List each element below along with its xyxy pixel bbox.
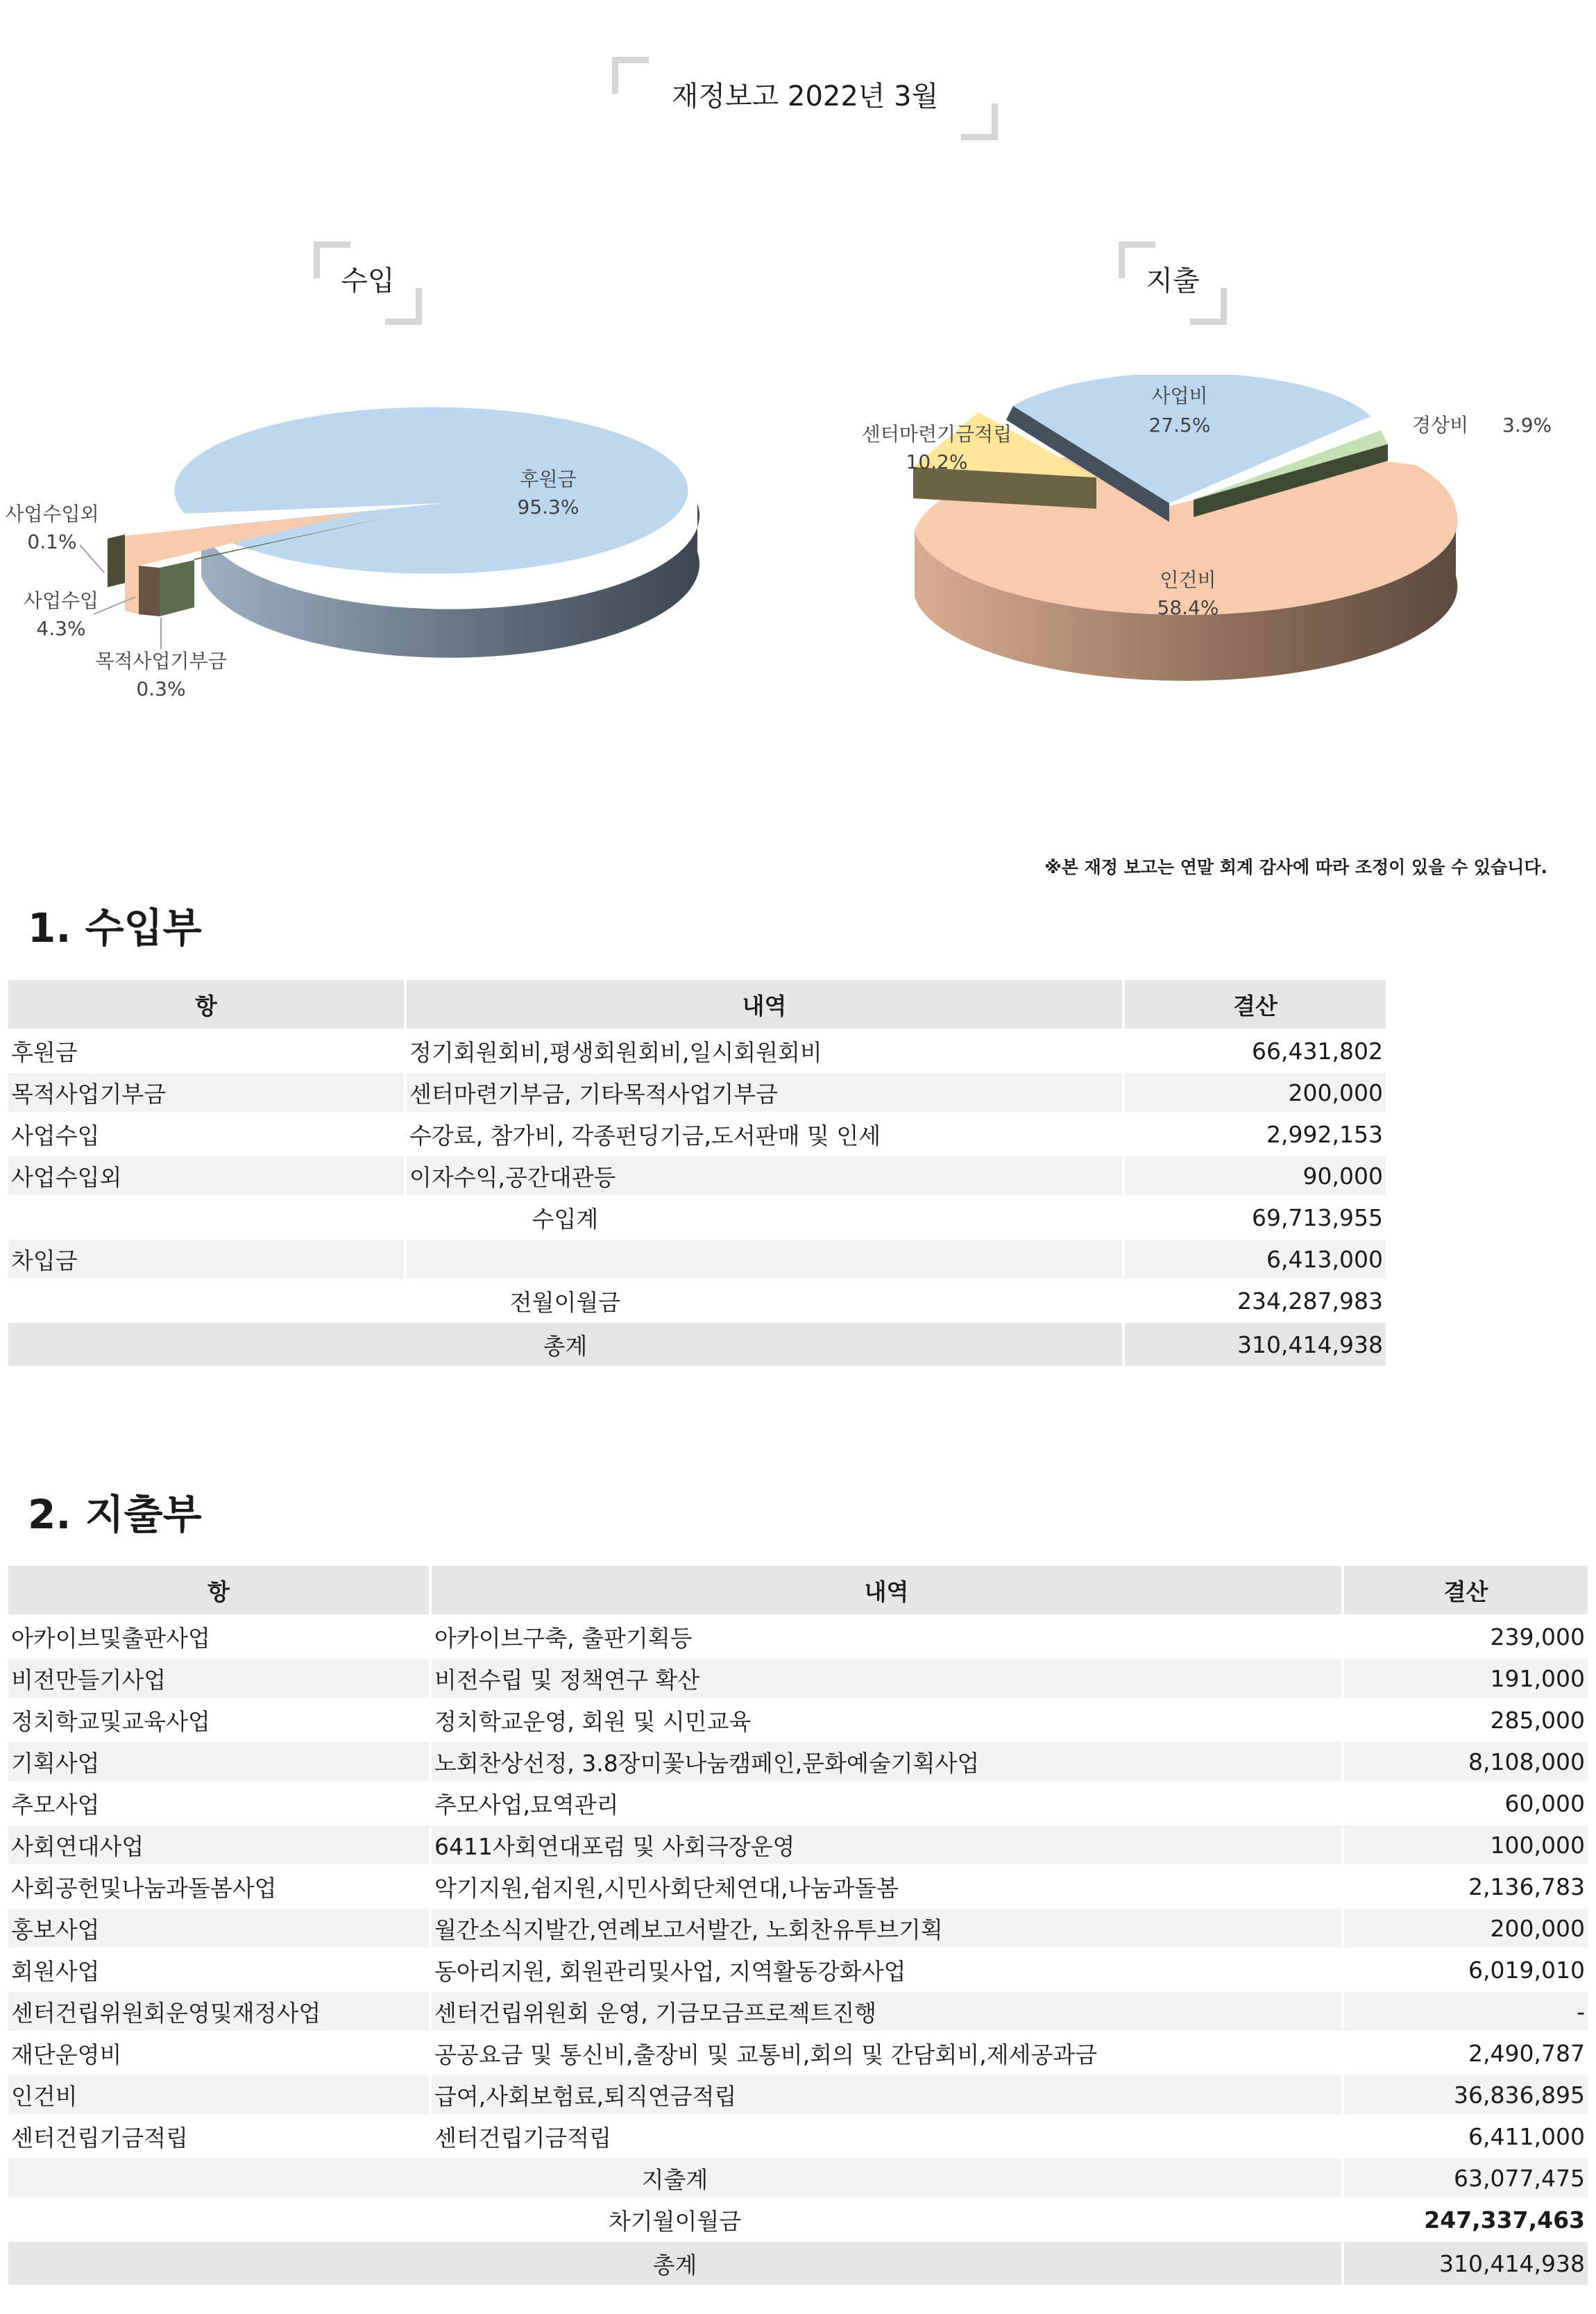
table-row	[8, 1909, 1588, 1948]
column-header-item: 항	[8, 1566, 429, 1614]
title-bracket-decoration	[1119, 242, 1155, 278]
row-detail: 센터건립위원회 운영, 기금모금프로젝트진행	[429, 1992, 1341, 2031]
row-item: 센터건립위원회운영및재정사업	[8, 1992, 429, 2031]
table-row	[8, 1950, 1588, 1989]
table-row	[8, 1156, 1386, 1195]
total-row	[8, 2242, 1588, 2285]
title-bracket-decoration	[961, 103, 998, 140]
income-value-purpose-donation: 0.3%	[136, 677, 186, 700]
row-item: 사업수입외	[8, 1156, 404, 1195]
row-item: 사회공헌및나눔과돌봄사업	[11, 1874, 277, 1902]
row-detail: 동아리지원, 회원관리및사업, 지역활동강화사업	[429, 1950, 1341, 1989]
total-amount: 310,414,938	[1341, 2242, 1588, 2285]
table-header-row	[8, 980, 1386, 1029]
row-item: 홍보사업	[8, 1909, 429, 1948]
total-row	[8, 1323, 1386, 1366]
row-amount: 191,000	[1341, 1659, 1588, 1698]
row-item: 차입금	[8, 1240, 404, 1278]
income-section-heading: 1. 수입부	[28, 904, 202, 952]
row-detail: 센터건립기금적립	[429, 2117, 1341, 2156]
column-header-detail: 내역	[404, 980, 1122, 1029]
row-amount: 285,000	[1341, 1700, 1588, 1739]
expense-label-business: 사업비	[1151, 385, 1208, 407]
row-amount: 239,000	[1341, 1617, 1588, 1656]
table-row	[8, 2075, 1588, 2114]
leader-line	[80, 545, 104, 573]
expense-value-business: 27.5%	[1148, 414, 1211, 437]
column-header-item: 항	[8, 980, 404, 1029]
title-bracket-decoration	[612, 57, 649, 94]
row-item: 센터건립기금적립	[11, 2124, 189, 2152]
expense-chart-title-text: 지출	[1146, 265, 1200, 297]
row-item: 재단운영비	[11, 2041, 122, 2068]
row-detail: 악기지원,쉼지원,시민사회단체연대,나눔과돌봄	[429, 1867, 1341, 1906]
row-detail: 수강료, 참가비, 각종펀딩기금,도서판매 및 인세	[404, 1115, 1122, 1154]
audit-notice: ※본 재정 보고는 연말 회계 감사에 따라 조정이 있을 수 있습니다.	[1044, 857, 1547, 877]
carryover-amount: 234,287,983	[1122, 1281, 1386, 1320]
row-item: 후원금	[11, 1038, 78, 1066]
row-amount: 90,000	[1122, 1156, 1386, 1195]
table-header-row	[8, 1566, 1588, 1614]
row-detail: 6411사회연대포럼 및 사회극장운영	[429, 1825, 1341, 1864]
row-detail: 아카이브구축, 출판기획등	[429, 1617, 1341, 1656]
row-detail: 비전수립 및 정책연구 확산	[429, 1659, 1341, 1698]
expense-pie-chart	[833, 375, 1596, 736]
row-item: 사회연대사업	[8, 1825, 429, 1864]
row-amount: 6,019,010	[1341, 1950, 1588, 1989]
row-amount: 200,000	[1122, 1073, 1386, 1112]
expense-value-personnel: 58.4%	[1157, 596, 1219, 619]
expense-label-center-fund: 센터마련기금적립	[861, 423, 1012, 446]
income-label-purpose-donation: 목적사업기부금	[95, 650, 227, 673]
row-amount: 2,490,787	[1341, 2034, 1588, 2072]
total-amount: 310,414,938	[1122, 1323, 1386, 1366]
row-item: 아카이브및출판사업	[11, 1624, 210, 1652]
row-item: 목적사업기부금	[8, 1073, 404, 1112]
carryover-label: 전월이월금	[509, 1288, 621, 1316]
row-item: 사업수입	[11, 1122, 100, 1149]
row-detail: 정치학교운영, 회원 및 시민교육	[429, 1700, 1341, 1739]
income-table	[8, 977, 1386, 1369]
table-row	[8, 1031, 1386, 1070]
table-row	[8, 1617, 1588, 1656]
table-row	[8, 2117, 1588, 2156]
subtotal-amount: 63,077,475	[1341, 2159, 1588, 2197]
row-amount: 60,000	[1341, 1784, 1588, 1823]
table-row	[8, 1659, 1588, 1698]
row-detail: 노회찬상선정, 3.8장미꽃나눔캠페인,문화예술기획사업	[429, 1742, 1341, 1781]
expense-section-heading: 2. 지출부	[28, 1491, 202, 1538]
income-value-business-other: 0.1%	[27, 530, 77, 553]
subtotal-label: 지출계	[8, 2159, 1341, 2197]
income-value-business: 4.3%	[36, 617, 86, 640]
total-label: 총계	[8, 2242, 1341, 2285]
subtotal-amount: 69,713,955	[1122, 1198, 1386, 1237]
row-detail	[404, 1240, 1122, 1278]
income-chart-title-text: 수입	[341, 265, 395, 297]
table-row	[8, 1867, 1588, 1906]
table-row	[8, 1825, 1588, 1864]
row-amount: 200,000	[1341, 1909, 1588, 1948]
expense-value-center-fund: 10.2%	[906, 450, 968, 473]
row-detail: 이자수익,공간대관등	[404, 1156, 1122, 1195]
row-item: 기획사업	[8, 1742, 429, 1781]
row-item: 인건비	[8, 2075, 429, 2114]
row-amount: 6,413,000	[1122, 1240, 1386, 1278]
page-title	[631, 72, 978, 121]
subtotal-row	[8, 2159, 1588, 2197]
subtotal-row	[8, 1198, 1386, 1237]
row-detail: 정기회원회비,평생회원회비,일시회원회비	[404, 1031, 1122, 1070]
carryover-row	[8, 1281, 1386, 1320]
title-bracket-decoration	[385, 288, 422, 325]
table-row	[8, 1240, 1386, 1278]
row-item: 회원사업	[11, 1957, 100, 1985]
table-row	[8, 1700, 1588, 1739]
row-amount: 8,108,000	[1341, 1742, 1588, 1781]
table-row	[8, 1073, 1386, 1112]
carryover-label: 차기월이월금	[608, 2207, 742, 2235]
subtotal-label: 수입계	[532, 1205, 599, 1233]
income-label-business: 사업수입	[23, 589, 99, 612]
income-slice-business-other	[108, 534, 125, 587]
title-bracket-decoration	[314, 242, 350, 278]
row-amount: 36,836,895	[1341, 2075, 1588, 2114]
carryover-amount: 247,337,463	[1341, 2200, 1588, 2239]
carryover-row	[8, 2200, 1588, 2239]
row-detail: 추모사업,묘역관리	[429, 1784, 1341, 1823]
income-label-donations: 후원금	[520, 468, 577, 491]
row-item: 정치학교및교육사업	[11, 1707, 210, 1735]
row-amount: 6,411,000	[1341, 2117, 1588, 2156]
total-label: 총계	[8, 1323, 1122, 1366]
income-pie-chart	[0, 375, 763, 736]
expense-table	[8, 1563, 1588, 2288]
table-row	[8, 1115, 1386, 1154]
row-amount: 2,992,153	[1122, 1115, 1386, 1154]
table-row	[8, 2034, 1588, 2072]
row-item: 추모사업	[11, 1791, 100, 1818]
row-detail: 공공요금 및 통신비,출장비 및 교통비,회의 및 간담회비,제세공과금	[429, 2034, 1341, 2072]
income-value-donations: 95.3%	[517, 496, 579, 518]
row-amount: 66,431,802	[1122, 1031, 1386, 1070]
expense-chart-title	[1138, 257, 1207, 305]
row-item: 비전만들기사업	[8, 1659, 429, 1698]
expense-label-operating: 경상비	[1412, 414, 1469, 437]
income-label-business-other: 사업수입외	[5, 503, 99, 525]
expense-value-operating: 3.9%	[1502, 414, 1552, 437]
row-amount: -	[1341, 1992, 1588, 2031]
row-amount: 100,000	[1341, 1825, 1588, 1864]
row-detail: 센터마련기부금, 기타목적사업기부금	[404, 1073, 1122, 1112]
page-title-text: 재정보고 2022년 3월	[671, 81, 939, 112]
table-row	[8, 1784, 1588, 1823]
income-chart-title	[333, 257, 402, 305]
title-bracket-decoration	[1190, 288, 1227, 325]
expense-label-personnel: 인건비	[1160, 568, 1216, 591]
row-amount: 2,136,783	[1341, 1867, 1588, 1906]
column-header-amount: 결산	[1341, 1566, 1588, 1614]
row-detail: 월간소식지발간,연례보고서발간, 노회찬유투브기획	[429, 1909, 1341, 1948]
row-detail: 급여,사회보험료,퇴직연금적립	[429, 2075, 1341, 2114]
column-header-amount: 결산	[1122, 980, 1386, 1029]
table-row	[8, 1742, 1588, 1781]
table-row	[8, 1992, 1588, 2031]
column-header-detail: 내역	[429, 1566, 1341, 1614]
